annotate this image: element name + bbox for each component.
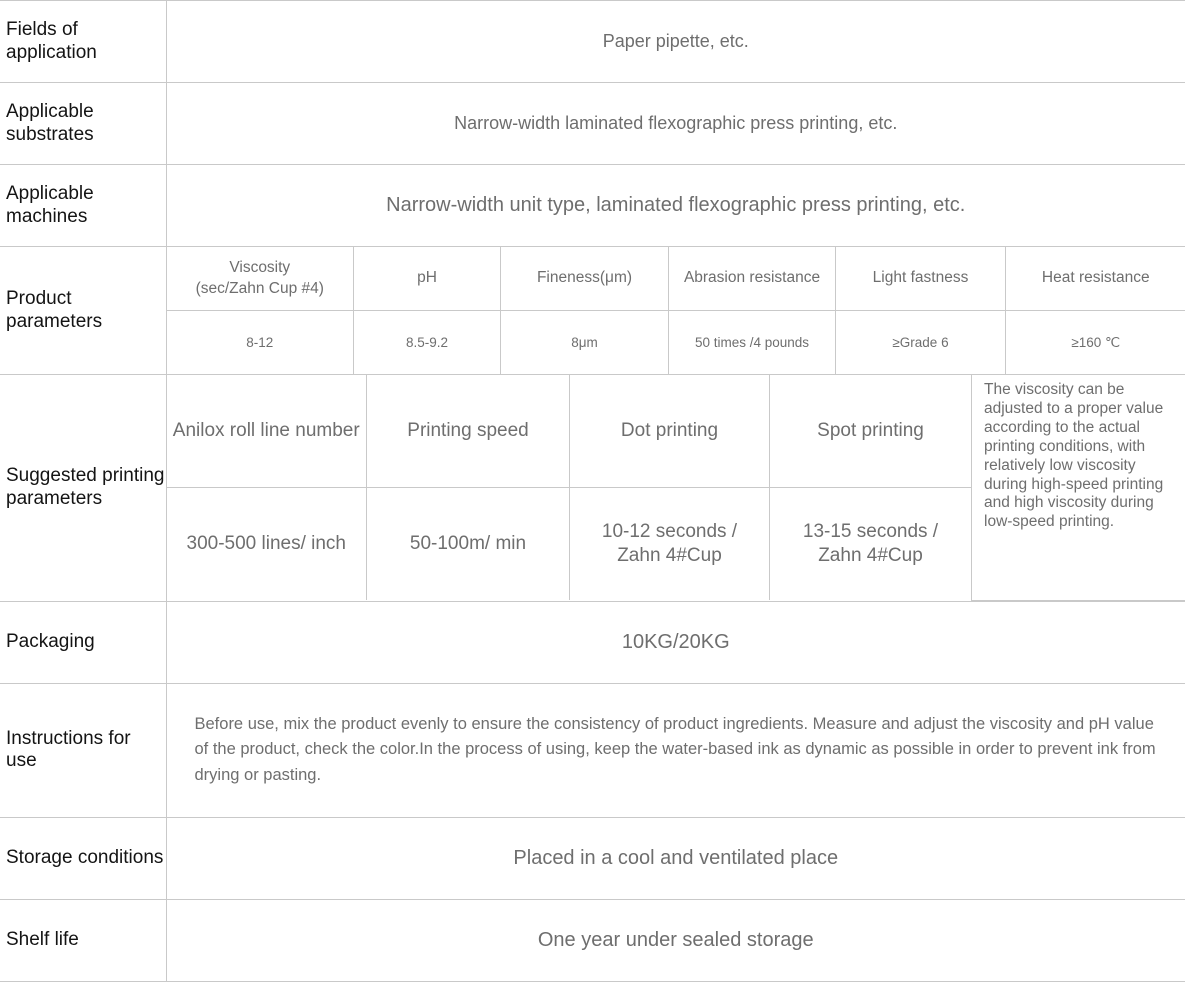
printing-header-spot-printing: Spot printing — [770, 375, 972, 488]
row-value-product-parameters — [166, 247, 1185, 375]
param-header-viscosity-line1: Viscosity — [229, 259, 290, 276]
printing-value-dot-printing-line1: 10-12 seconds / — [602, 521, 737, 542]
printing-value-spot-printing-line1: 13-15 seconds / — [803, 521, 938, 542]
viscosity-adjustment-note: The viscosity can be adjusted to a proper value according to the actual printing conditions, with relatively low viscosity during high-speed printing and high viscosity during low-speed printing. — [972, 375, 1185, 600]
row-value-storage-conditions: Placed in a cool and ventilated place — [166, 817, 1185, 899]
table-row-packaging — [0, 601, 1185, 683]
product-parameters-value-row — [167, 311, 1185, 375]
product-parameters-header-row — [167, 247, 1185, 311]
printing-value-dot-printing — [570, 488, 770, 601]
suggested-printing-parameters-subtable — [167, 375, 1185, 601]
param-header-ph: pH — [354, 247, 501, 311]
printing-value-printing-speed: 50-100m/ min — [367, 488, 570, 601]
table-row-storage-conditions — [0, 817, 1185, 899]
row-label-applicable-substrates — [0, 83, 166, 165]
row-value-applicable-substrates: Narrow-width laminated flexographic press printing, etc. — [166, 83, 1185, 165]
row-label-text: Fields of application — [6, 19, 166, 64]
row-label-applicable-machines — [0, 165, 166, 247]
printing-parameters-header-row — [167, 375, 1185, 488]
row-value-fields-of-application: Paper pipette, etc. — [166, 1, 1185, 83]
row-label-text: Suggested printing parameters — [6, 465, 166, 510]
param-value-ph: 8.5-9.2 — [354, 311, 501, 375]
row-label-fields-of-application — [0, 1, 166, 83]
product-parameters-subtable — [167, 247, 1185, 374]
printing-value-dot-printing-line2: Zahn 4#Cup — [617, 545, 722, 566]
table-row-product-parameters — [0, 247, 1185, 375]
row-label-suggested-printing-parameters — [0, 375, 166, 602]
param-header-abrasion-resistance: Abrasion resistance — [669, 247, 836, 311]
printing-header-printing-speed: Printing speed — [367, 375, 570, 488]
row-label-text: Instructions for use — [6, 728, 166, 773]
table-row-shelf-life — [0, 899, 1185, 981]
param-header-heat-resistance: Heat resistance — [1006, 247, 1185, 311]
printing-value-spot-printing — [770, 488, 972, 601]
printing-value-anilox-roll-line-number: 300-500 lines/ inch — [167, 488, 367, 601]
row-label-text: Packaging — [6, 631, 166, 653]
row-value-applicable-machines: Narrow-width unit type, laminated flexographic press printing, etc. — [166, 165, 1185, 247]
table-row-suggested-printing-parameters — [0, 375, 1185, 602]
param-value-viscosity: 8-12 — [167, 311, 354, 375]
row-label-shelf-life — [0, 899, 166, 981]
param-value-fineness: 8μm — [501, 311, 669, 375]
printing-header-anilox-roll-line-number: Anilox roll line number — [167, 375, 367, 488]
row-label-storage-conditions — [0, 817, 166, 899]
param-header-viscosity — [167, 247, 354, 311]
row-label-text: Storage conditions — [6, 847, 166, 869]
param-header-viscosity-line2: (sec/Zahn Cup #4) — [196, 280, 324, 297]
row-label-instructions-for-use — [0, 683, 166, 817]
param-value-light-fastness: ≥Grade 6 — [836, 311, 1006, 375]
row-value-packaging: 10KG/20KG — [166, 601, 1185, 683]
table-row-applicable-machines — [0, 165, 1185, 247]
row-label-text: Product parameters — [6, 288, 166, 333]
row-value-instructions-for-use: Before use, mix the product evenly to ensure the consistency of product ingredients. Measure and adjust the viscosity and pH value of the product, check the color.In the process of using, keep the water-based ink as dynamic as possible in order to prevent ink from drying or pasting. — [166, 683, 1185, 817]
row-label-packaging — [0, 601, 166, 683]
param-value-heat-resistance: ≥160 ℃ — [1006, 311, 1185, 375]
param-header-light-fastness: Light fastness — [836, 247, 1006, 311]
table-row-fields-of-application — [0, 1, 1185, 83]
param-value-abrasion-resistance: 50 times /4 pounds — [669, 311, 836, 375]
row-value-suggested-printing-parameters — [166, 375, 1185, 602]
printing-header-dot-printing: Dot printing — [570, 375, 770, 488]
row-label-text: Applicable machines — [6, 183, 166, 228]
printing-value-spot-printing-line2: Zahn 4#Cup — [818, 545, 923, 566]
row-label-text: Shelf life — [6, 929, 166, 951]
row-value-shelf-life: One year under sealed storage — [166, 899, 1185, 981]
row-label-product-parameters — [0, 247, 166, 375]
param-header-fineness: Fineness(μm) — [501, 247, 669, 311]
table-row-applicable-substrates — [0, 83, 1185, 165]
table-row-instructions-for-use — [0, 683, 1185, 817]
row-label-text: Applicable substrates — [6, 101, 166, 146]
